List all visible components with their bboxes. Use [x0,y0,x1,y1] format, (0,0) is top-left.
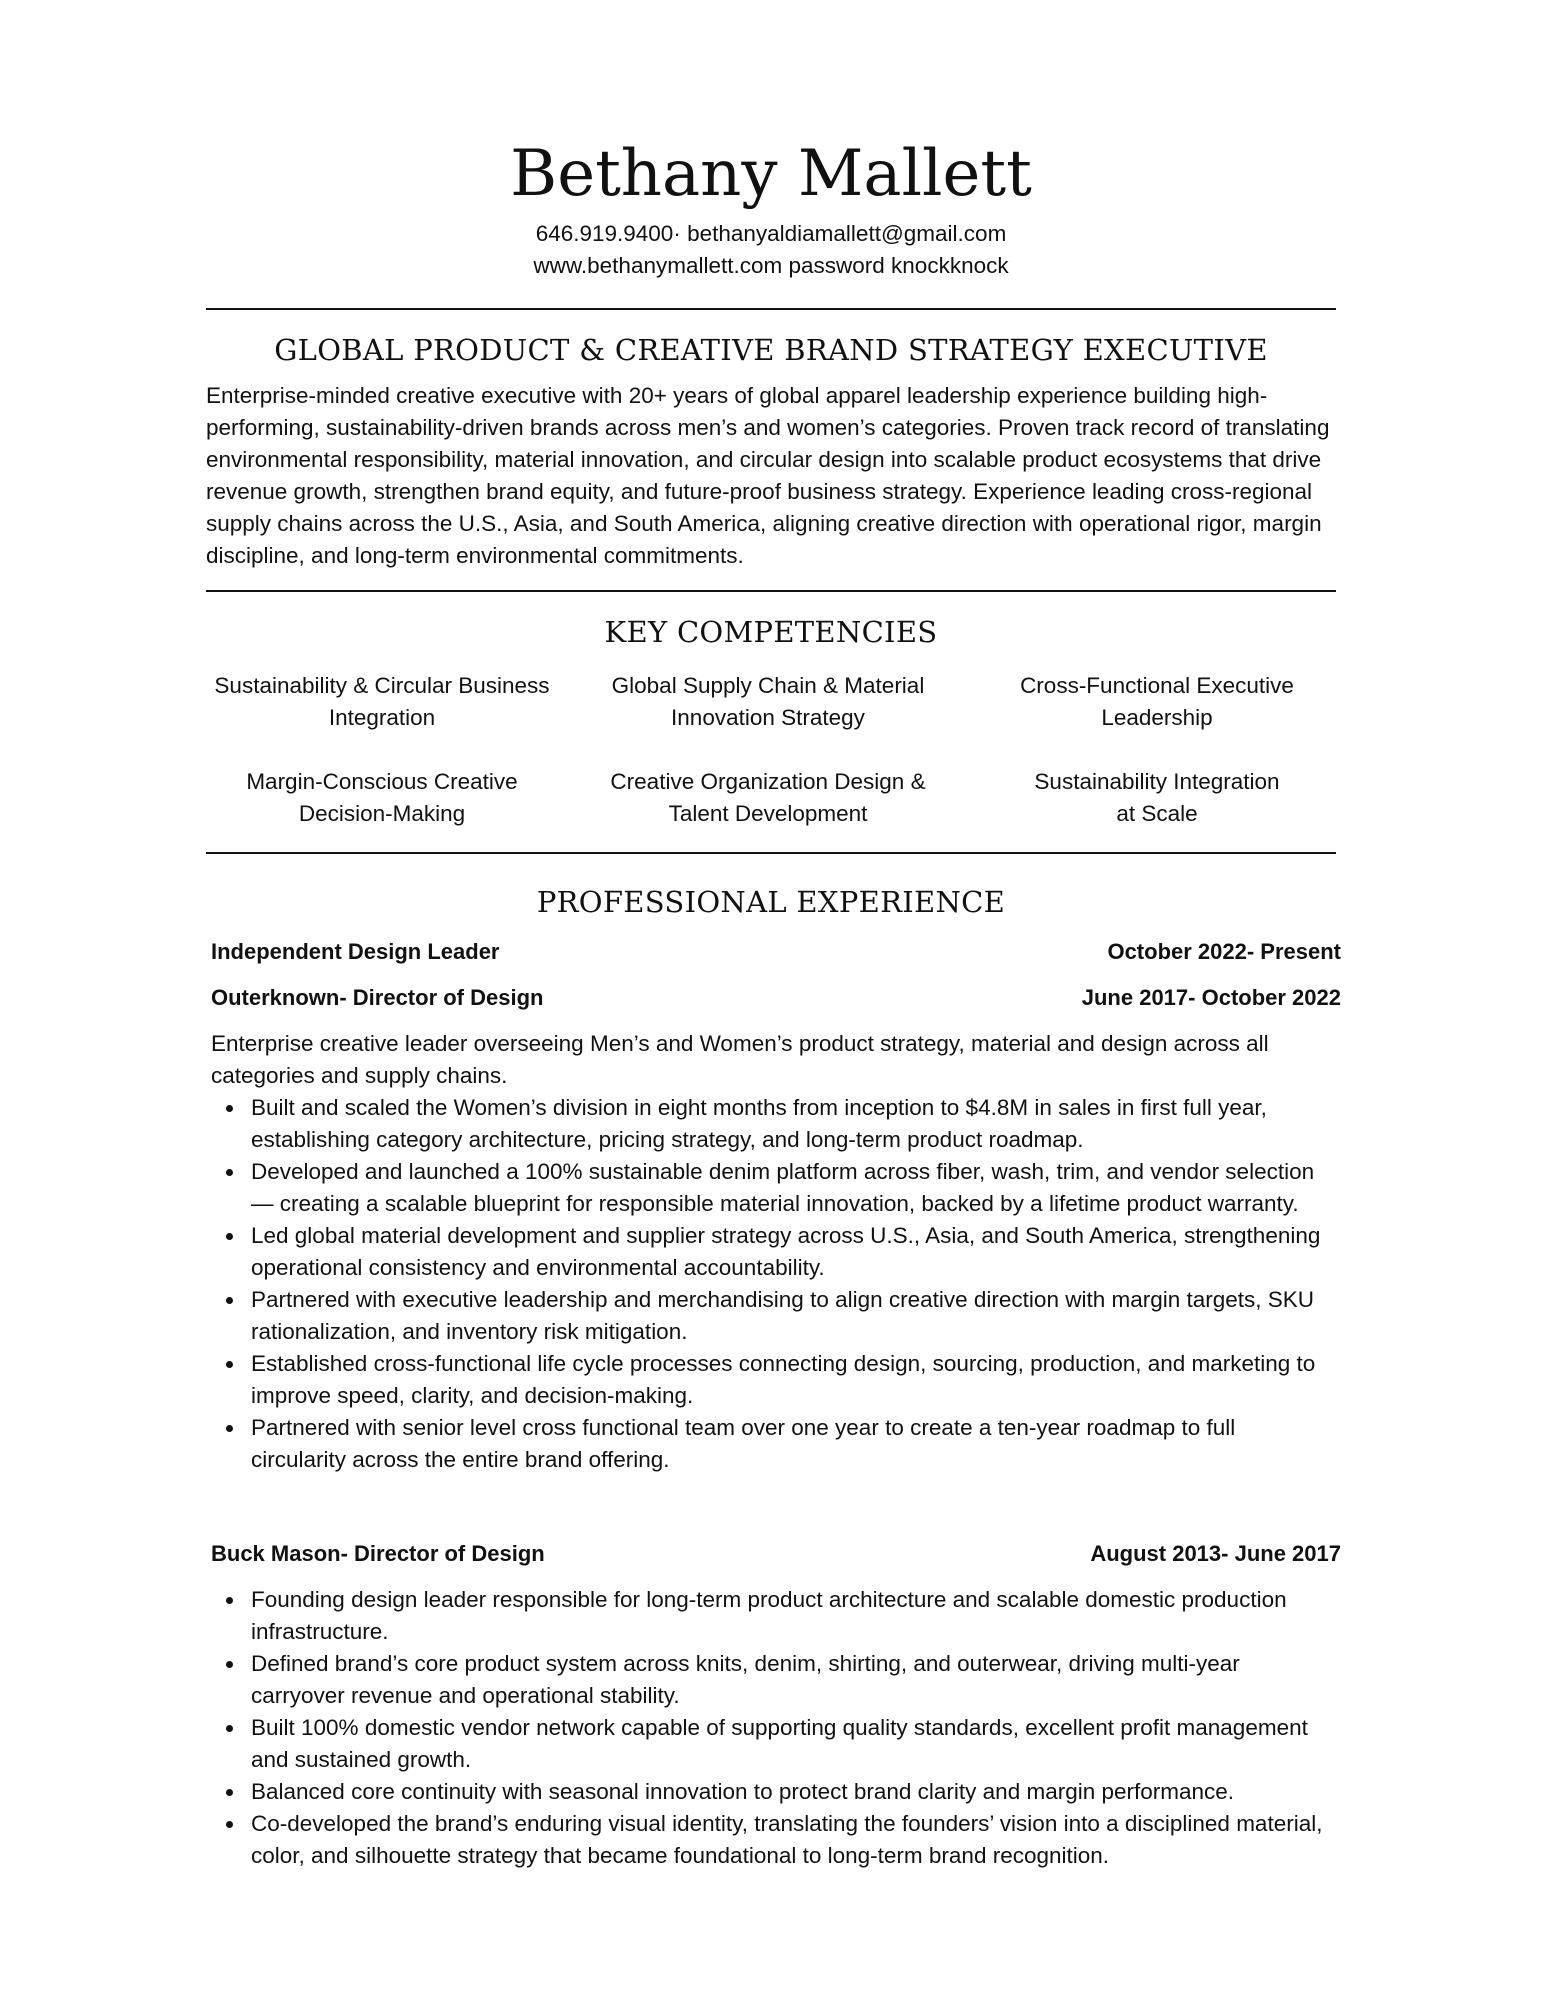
list-item: Founding design leader responsible for long-term product architecture and scalable domestic production infrastructure. [251,1584,1336,1648]
competencies-title: KEY COMPETENCIES [604,615,938,649]
competency-item [558,670,978,734]
job-description: Enterprise creative leader overseeing Men’s and Women’s product strategy, material and design across all categories and supply chains. [211,1031,1269,1088]
competency-line: Sustainability & Circular Business [214,673,550,698]
job-header [211,936,1341,968]
competency-item [558,766,978,830]
job-role: Outerknown- Director of Design [211,985,544,1010]
list-item: Established cross-functional life cycle processes connecting design, sourcing, production, and marketing to improve speed, clarity, and decision-making. [251,1348,1336,1412]
summary-title: GLOBAL PRODUCT & CREATIVE BRAND STRATEGY EXECUTIVE [274,333,1268,367]
job-header [211,982,1341,1014]
job-role: Independent Design Leader [211,939,500,964]
job-bullets [211,1584,1336,1872]
competency-line: Margin-Conscious Creative [246,769,518,794]
competency-line: Decision-Making [298,801,466,826]
contact-website: www.bethanymallett.com password knockknock [533,253,1009,278]
list-item: Partnered with executive leadership and merchandising to align creative direction with margin targets, SKU rationalization, and inventory risk mitigation. [251,1284,1336,1348]
list-item: Built and scaled the Women’s division in eight months from inception to $4.8M in sales in first full year, establishing category architecture, pricing strategy, and long-term product roadmap. [251,1092,1336,1156]
competency-line: Cross-Functional Executive [1020,673,1294,698]
competency-line: Leadership [1101,705,1213,730]
competency-line: Creative Organization Design & [610,769,926,794]
divider-header [206,308,1336,310]
list-item: Built 100% domestic vendor network capable of supporting quality standards, excellent profit management and sustained growth. [251,1712,1336,1776]
job-dates: October 2022- Present [1107,939,1341,964]
competency-item [206,670,558,734]
job-bullets [211,1092,1336,1476]
competency-line: Integration [328,705,436,730]
competency-item [206,766,558,830]
divider-summary [206,590,1336,592]
competency-line: Global Supply Chain & Material [611,673,925,698]
list-item: Balanced core continuity with seasonal innovation to protect brand clarity and margin performance. [251,1776,1336,1808]
competency-line: Innovation Strategy [671,705,865,730]
competencies-grid [206,670,1336,830]
divider-competencies [206,852,1336,854]
competency-line: Talent Development [668,801,868,826]
job-header [211,1538,1341,1570]
job-role: Buck Mason- Director of Design [211,1541,545,1566]
list-item: Led global material development and supplier strategy across U.S., Asia, and South America, strengthening operational consistency and environmental accountability. [251,1220,1336,1284]
candidate-name: Bethany Mallett [510,137,1032,211]
competency-item [978,670,1336,734]
job-dates: June 2017- October 2022 [1081,985,1341,1010]
experience-title: PROFESSIONAL EXPERIENCE [536,885,1006,919]
summary-text: Enterprise-minded creative executive with 20+ years of global apparel leadership experience building high-performing, sustainability-driven brands across men’s and women’s categories. Proven track record of translating environmental responsibility, material innovation, and circular design into scalable product ecosystems that drive revenue growth, strengthen brand equity, and future-proof business strategy. Experience leading cross-regional supply chains across the U.S., Asia, and South America, aligning creative direction with operational rigor, margin discipline, and long-term environmental commitments. [206,383,1330,568]
list-item: Co-developed the brand’s enduring visual identity, translating the founders’ vision into a disciplined material, color, and silhouette strategy that became foundational to long-term brand recognition. [251,1808,1336,1872]
competency-line: at Scale [1116,801,1198,826]
competency-item [978,766,1336,830]
list-item: Partnered with senior level cross functional team over one year to create a ten-year roadmap to full circularity across the entire brand offering. [251,1412,1336,1476]
job-dates: August 2013- June 2017 [1090,1541,1341,1566]
competency-line: Sustainability Integration [1034,769,1280,794]
contact-phone-email: 646.919.9400· bethanyaldiamallett@gmail.com [535,221,1007,246]
list-item: Developed and launched a 100% sustainable denim platform across fiber, wash, trim, and vendor selection — creating a scalable blueprint for responsible material innovation, backed by a lifetime product warranty. [251,1156,1336,1220]
list-item: Defined brand’s core product system across knits, denim, shirting, and outerwear, driving multi-year carryover revenue and operational stability. [251,1648,1336,1712]
